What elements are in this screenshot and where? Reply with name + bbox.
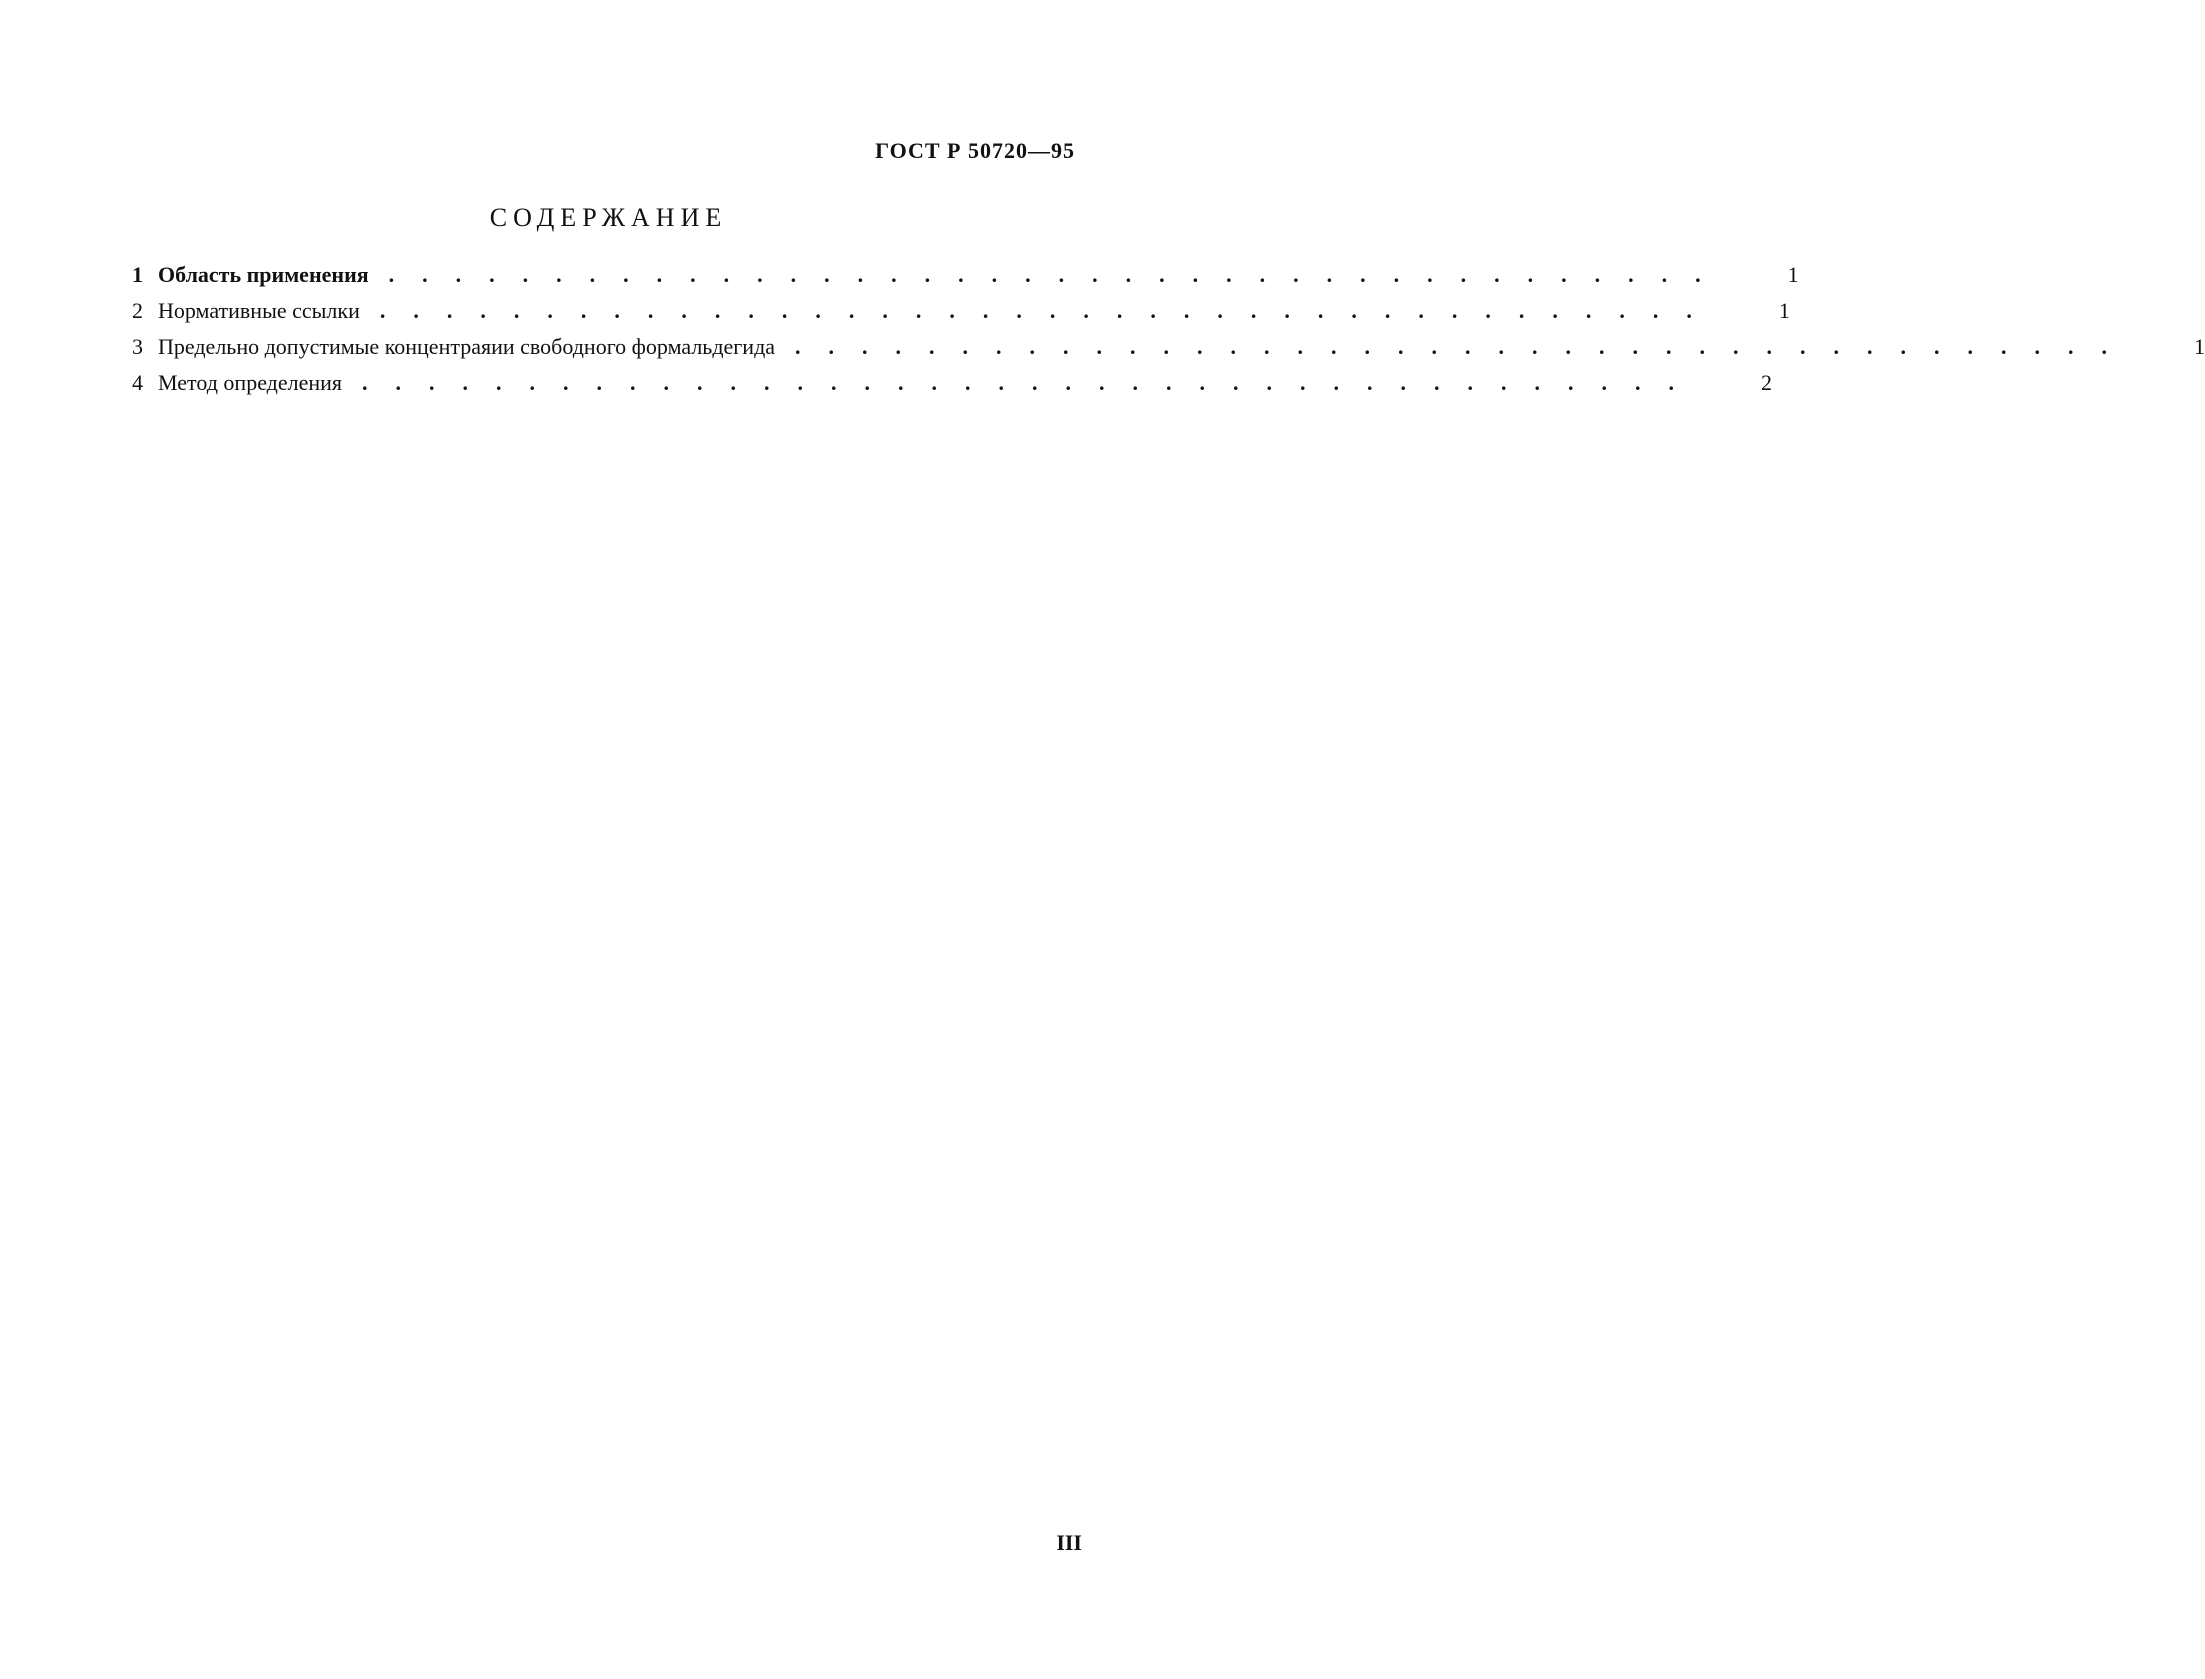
toc-item-number: 3 xyxy=(132,334,143,359)
toc-item-number: 4 xyxy=(132,370,143,395)
toc-item-page: 1 xyxy=(1778,298,1790,323)
toc-item-page: 2 xyxy=(1761,370,1773,395)
toc-item-page: 1 xyxy=(2194,334,2205,359)
toc-leader-dots: ........................................ xyxy=(379,298,1720,323)
toc-leader-dots: ........................................ xyxy=(388,262,1729,287)
toc-item-number: 2 xyxy=(132,298,143,323)
table-of-contents xyxy=(132,262,2205,406)
toc-item-title: Предельно допустимые концентраяии свободного формальдегида xyxy=(158,334,776,359)
page-number: III xyxy=(1056,1530,1082,1555)
toc-item[interactable] xyxy=(132,370,1773,406)
toc-leader-dots: ........................................ xyxy=(795,334,2136,359)
toc-item-title: Метод определения xyxy=(158,370,343,395)
toc-title: СОДЕРЖАНИЕ xyxy=(489,203,728,232)
toc-leader-dots: ........................................ xyxy=(362,370,1703,395)
document-code: ГОСТ Р 50720—95 xyxy=(875,138,1075,163)
toc-item-number: 1 xyxy=(132,262,143,287)
toc-item-title: Область применения xyxy=(158,262,369,287)
toc-item[interactable] xyxy=(132,298,1790,334)
toc-item-title: Нормативные ссылки xyxy=(158,298,360,323)
toc-item-page: 1 xyxy=(1787,262,1799,287)
toc-item[interactable] xyxy=(132,262,1799,298)
toc-item[interactable] xyxy=(132,334,2205,370)
